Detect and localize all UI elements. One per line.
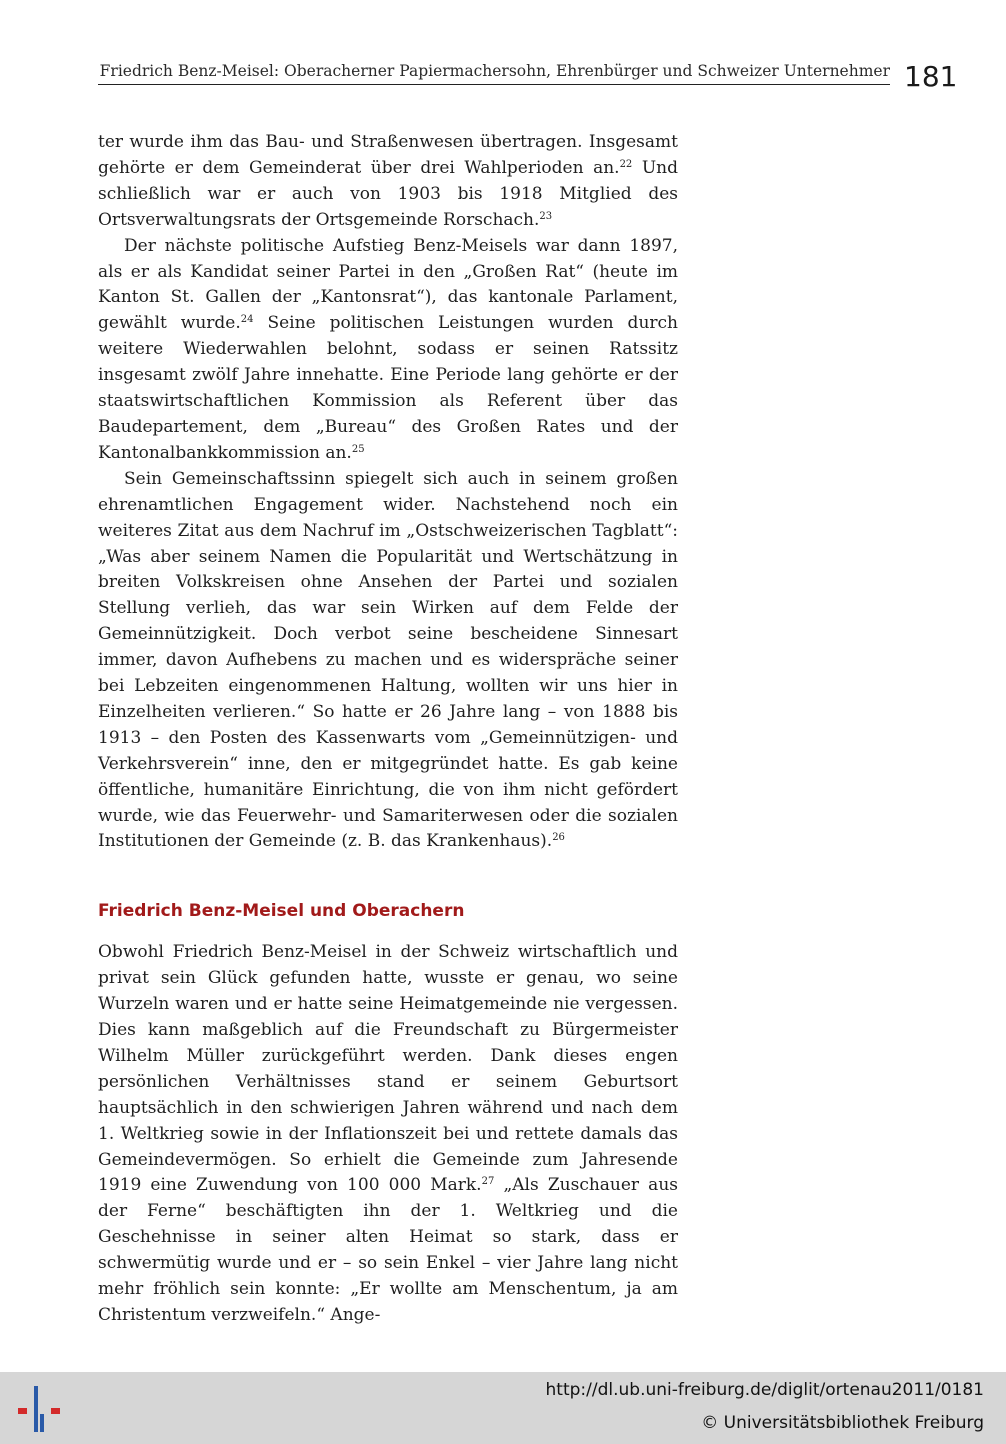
ub-freiburg-logo-icon <box>14 1384 64 1434</box>
text-run: „Als Zuschauer aus der Ferne“ beschäftigten ihn der 1. Weltkrieg und die Geschehnisse in seiner alten Heimat so stark, dass er schwermütig wurde und er – so sein Enkel – vier Jahre lang nicht mehr fröhlich sein konnte: „Er wollte am Menschentum, ja am Christentum verzweifeln.“ Ange- <box>98 1175 678 1325</box>
footnote-ref-22[interactable]: 22 <box>619 158 633 170</box>
text-run: Und schließlich war er auch von 1903 bis 1918 Mitglied des Ortsverwaltungsrats der Ortsgemeinde Rorschach. <box>98 157 678 230</box>
text-run: Obwohl Friedrich Benz-Meisel in der Schweiz wirtschaftlich und privat sein Glück gefunden hatte, wusste er genau, wo seine Wurzeln waren und er hatte seine Heimatgemeinde nie vergessen. Dies kann maßgeblich auf die Freundschaft zu Bürgermeister Wilhelm Müller zurückgeführt werden. Dank dieses engen persönlichen Verhältnisses stand er seinem Geburtsort hauptsächlich in den schwierigen Jahren während und nach dem 1. Weltkrieg sowie in der Inflationszeit bei und rettete damals das Gemeindevermögen. So erhielt die Gemeinde zum Jahresende 1919 eine Zuwendung von 100 000 Mark. <box>98 942 678 1196</box>
footnote-ref-24[interactable]: 24 <box>240 314 254 326</box>
paragraph-1 <box>98 130 678 234</box>
footnote-ref-25[interactable]: 25 <box>351 443 365 455</box>
text-run: Der nächste politische Aufstieg Benz-Meisels war dann 1897, als er als Kandidat seiner Partei in den „Großen Rat“ (heute im Kanton St. Gallen der „Kantonsrat“), das kantonale Parlament, gewählt wurde. <box>98 235 678 334</box>
paragraph-4 <box>98 940 678 1329</box>
text-run: Sein Gemeinschaftssinn spiegelt sich auch in seinem großen ehrenamtlichen Engagement wider. Nachstehend noch ein weiteres Zitat aus dem Nachruf im „Ostschweizerischen Tagblatt“: „Was aber seinem Namen die Popularität und Wertschätzung in breiten Volkskreisen ohne Ansehen der Partei und sozialen Stellung verlieh, das war sein Wirken auf dem Felde der Gemeinnützigkeit. Doch verbot seine bescheidene Sinnesart immer, davon Aufhebens zu machen und es widerspräche seiner bei Lebzeiten eingenommenen Haltung, wollten wir uns hier in Einzelheiten verlieren.“ So hatte er 26 Jahre lang – von 1888 bis 1913 – den Posten des Kassenwarts vom „Gemeinnützigen- und Verkehrsverein“ inne, den er mitgegründet hatte. Es gab keine öffentliche, humanitäre Einrichtung, die von ihm nicht gefördert wurde, wie das Feuerwehr- und Samariterwesen oder die sozialen Institutionen der Gemeinde (z. B. das Krankenhaus). <box>98 468 678 852</box>
running-head <box>98 62 890 85</box>
source-url-link[interactable]: http://dl.ub.uni-freiburg.de/diglit/ortenau2011/0181 <box>545 1380 984 1400</box>
footnote-ref-26[interactable]: 26 <box>552 832 565 844</box>
paragraph-2 <box>98 234 678 467</box>
section-heading: Friedrich Benz-Meisel und Oberachern <box>98 901 465 922</box>
footnote-ref-27[interactable]: 27 <box>481 1176 495 1188</box>
copyright-notice: © Universitätsbibliothek Freiburg <box>701 1413 984 1433</box>
page-number: 181 <box>904 60 958 93</box>
footnote-ref-23[interactable]: 23 <box>539 210 553 222</box>
body-text <box>98 130 678 1329</box>
footer-band <box>0 1372 1006 1444</box>
running-title: Friedrich Benz-Meisel: Oberacherner Papiermachersohn, Ehrenbürger und Schweizer Unternehmer <box>99 62 890 80</box>
paragraph-3 <box>98 467 678 856</box>
text-run: ter wurde ihm das Bau- und Straßenwesen übertragen. Insgesamt gehörte er dem Gemeinderat über drei Wahlperioden an. <box>98 132 678 178</box>
text-run: Seine politischen Leistungen wurden durch weitere Wiederwahlen belohnt, sodass er seinen Ratssitz insgesamt zwölf Jahre innehatte. Eine Periode lang gehörte er der staatswirtschaftlichen Kommission als Referent über das Baudepartement, dem „Bureau“ des Großen Rates und der Kantonalbankkommission an. <box>98 313 678 463</box>
